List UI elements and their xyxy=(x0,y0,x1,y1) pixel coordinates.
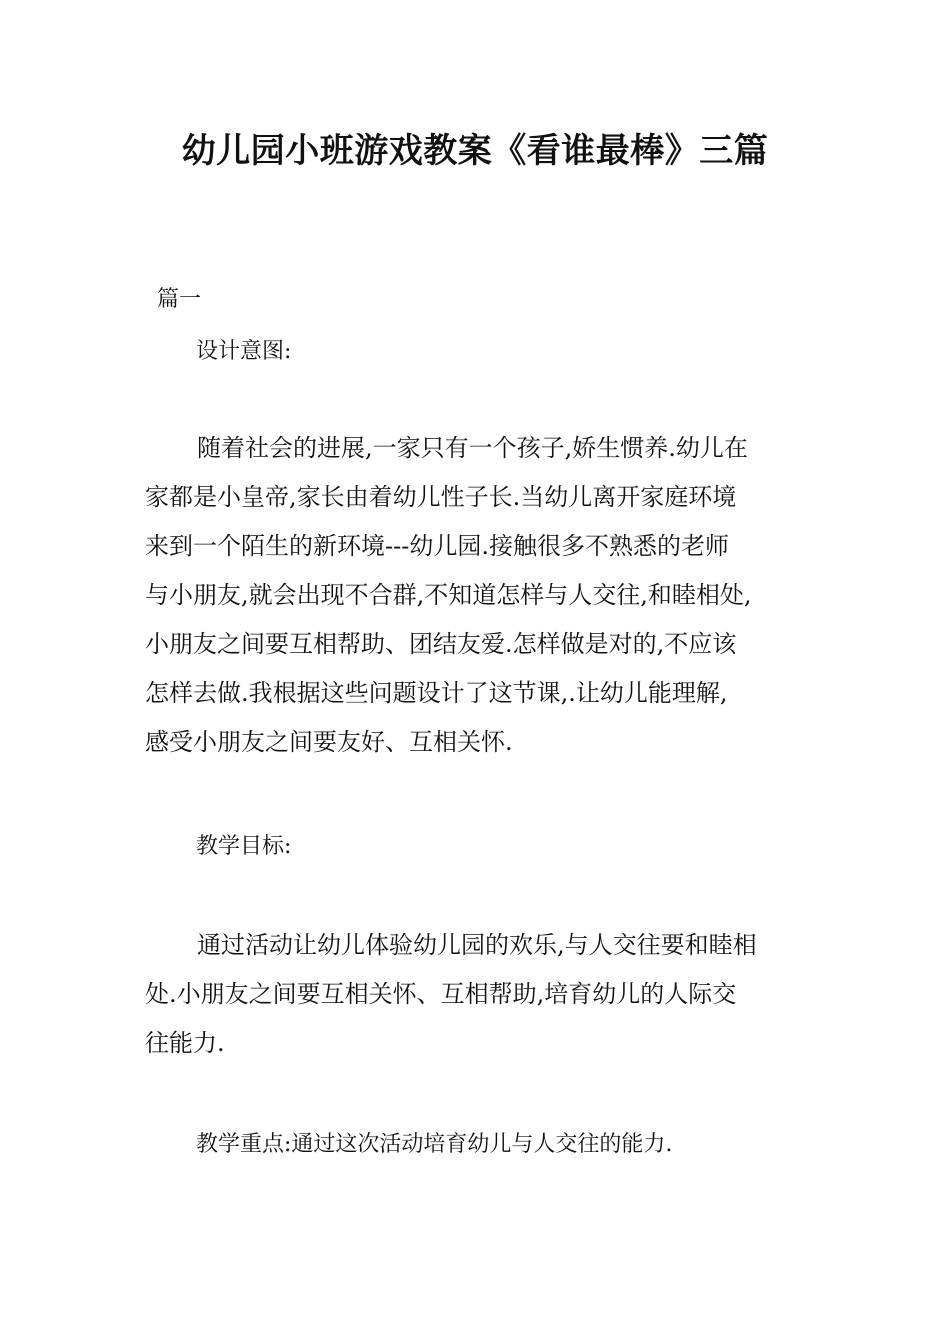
document-title: 幼儿园小班游戏教案《看谁最棒》三篇 xyxy=(181,131,769,171)
paragraph-line: 家都是小皇帝,家长由着幼儿性子长.当幼儿离开家庭环境 xyxy=(145,483,737,511)
teaching-goals-paragraph xyxy=(145,921,825,1068)
paragraph-line: 怎样去做.我根据这些问题设计了这节课,.让幼儿能理解, xyxy=(145,679,728,707)
paragraph-line: 感受小朋友之间要友好、互相关怀. xyxy=(145,728,513,756)
paragraph-line: 小朋友之间要互相帮助、团结友爱.怎样做是对的,不应该 xyxy=(145,630,737,658)
design-intent-paragraph xyxy=(145,424,825,767)
design-intent-heading: 设计意图: xyxy=(196,339,292,364)
paragraph-line: 往能力. xyxy=(145,1029,225,1057)
paragraph-line: 随着社会的进展,一家只有一个孩子,娇生惯养.幼儿在 xyxy=(197,434,748,462)
paragraph-line: 通过活动让幼儿体验幼儿园的欢乐,与人交往要和睦相 xyxy=(197,931,757,959)
teaching-goals-heading: 教学目标: xyxy=(196,834,292,859)
paragraph-line: 与小朋友,就会出现不合群,不知道怎样与人交往,和睦相处, xyxy=(145,581,752,609)
section-label: 篇一 xyxy=(157,287,202,312)
paragraph-line: 来到一个陌生的新环境---幼儿园.接触很多不熟悉的老师 xyxy=(145,532,729,560)
paragraph-line: 处.小朋友之间要互相关怀、互相帮助,培育幼儿的人际交 xyxy=(145,980,737,1008)
teaching-focus-line: 教学重点:通过这次活动培育幼儿与人交往的能力. xyxy=(196,1132,673,1157)
